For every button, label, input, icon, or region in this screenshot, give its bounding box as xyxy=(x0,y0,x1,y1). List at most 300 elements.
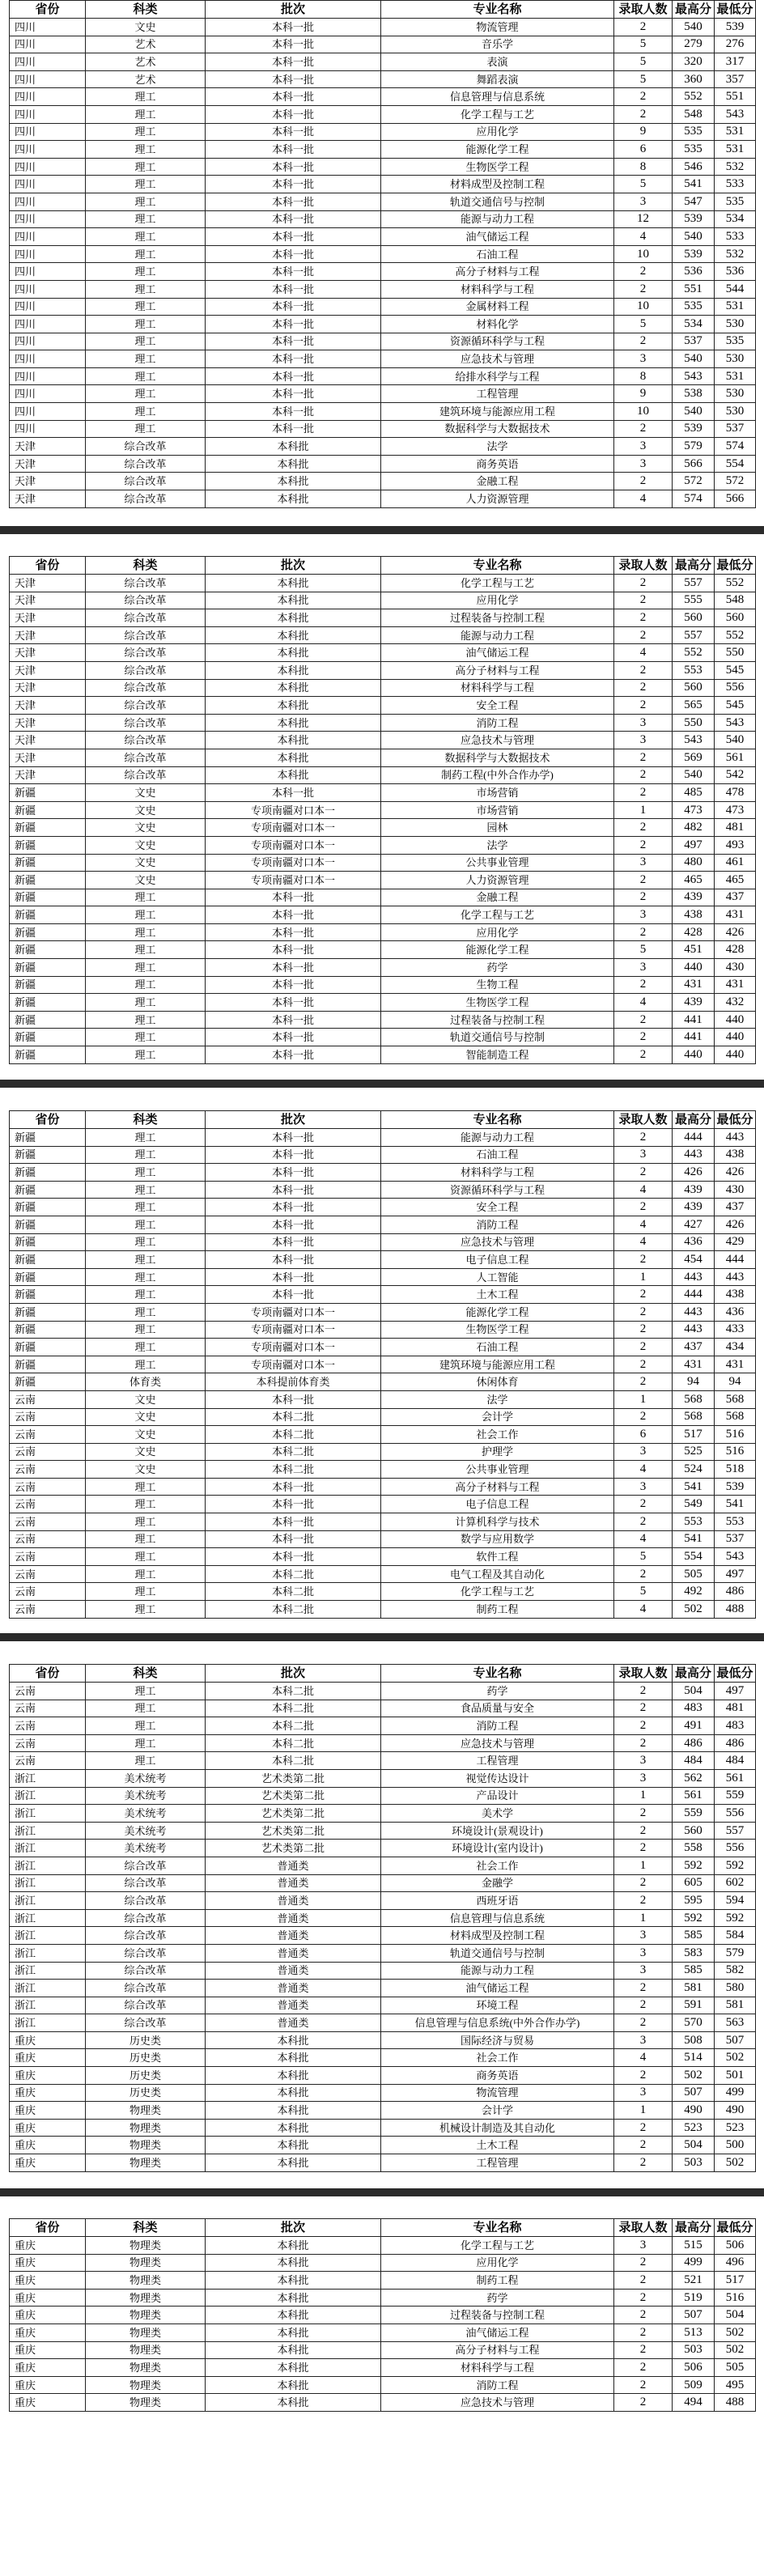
cell-category: 理工 xyxy=(86,420,206,438)
cell-batch: 本科一批 xyxy=(206,1011,381,1029)
cell-batch: 本科二批 xyxy=(206,1752,381,1770)
cell-major: 机械设计制造及其自动化 xyxy=(381,2119,614,2137)
cell-major: 资源循环科学与工程 xyxy=(381,1181,614,1199)
cell-category: 综合改革 xyxy=(86,473,206,490)
table-row xyxy=(10,2031,756,2049)
table-row xyxy=(10,592,756,609)
cell-min-score: 530 xyxy=(715,403,756,421)
cell-category: 理工 xyxy=(86,403,206,421)
cell-batch: 艺术类第二批 xyxy=(206,1822,381,1840)
cell-admitted-count: 2 xyxy=(614,2323,673,2341)
table-row xyxy=(10,455,756,473)
cell-province: 四川 xyxy=(10,176,86,193)
table-row xyxy=(10,2254,756,2272)
cell-province: 新疆 xyxy=(10,1373,86,1391)
table-row xyxy=(10,70,756,88)
cell-admitted-count: 1 xyxy=(614,1909,673,1927)
cell-batch: 普通类 xyxy=(206,1997,381,2014)
cell-major: 油气储运工程 xyxy=(381,1980,614,1997)
admission-score-table xyxy=(9,1110,756,1619)
cell-major: 材料成型及控制工程 xyxy=(381,176,614,193)
cell-max-score: 537 xyxy=(673,333,715,350)
cell-major: 过程装备与控制工程 xyxy=(381,1011,614,1029)
cell-major: 软件工程 xyxy=(381,1548,614,1566)
cell-admitted-count: 2 xyxy=(614,2307,673,2324)
table-row xyxy=(10,1980,756,1997)
cell-batch: 本科一批 xyxy=(206,941,381,959)
cell-max-score: 507 xyxy=(673,2307,715,2324)
cell-major: 法学 xyxy=(381,1390,614,1408)
cell-batch: 本科一批 xyxy=(206,923,381,941)
table-row xyxy=(10,1321,756,1339)
cell-batch: 本科一批 xyxy=(206,105,381,123)
cell-major: 石油工程 xyxy=(381,1146,614,1164)
cell-max-score: 503 xyxy=(673,2341,715,2359)
cell-min-score: 561 xyxy=(715,1769,756,1787)
table-row xyxy=(10,280,756,298)
table-row xyxy=(10,473,756,490)
cell-min-score: 497 xyxy=(715,1683,756,1700)
cell-major: 应急技术与管理 xyxy=(381,1734,614,1752)
cell-major: 环境设计(室内设计) xyxy=(381,1840,614,1857)
cell-category: 理工 xyxy=(86,959,206,977)
column-header-province: 省份 xyxy=(10,1665,86,1683)
cell-province: 天津 xyxy=(10,575,86,592)
cell-category: 物理类 xyxy=(86,2341,206,2359)
cell-category: 综合改革 xyxy=(86,1944,206,1962)
cell-batch: 本科一批 xyxy=(206,53,381,71)
column-header-category: 科类 xyxy=(86,1111,206,1129)
table-row xyxy=(10,1944,756,1962)
cell-major: 社会工作 xyxy=(381,1857,614,1874)
cell-category: 理工 xyxy=(86,1548,206,1566)
cell-min-score: 516 xyxy=(715,1443,756,1461)
cell-admitted-count: 2 xyxy=(614,766,673,784)
cell-max-score: 524 xyxy=(673,1461,715,1479)
cell-admitted-count: 4 xyxy=(614,1601,673,1619)
cell-admitted-count: 2 xyxy=(614,1565,673,1583)
cell-category: 文史 xyxy=(86,819,206,837)
column-header-min-score: 最低分 xyxy=(715,1,756,19)
cell-max-score: 560 xyxy=(673,1822,715,1840)
cell-min-score: 531 xyxy=(715,367,756,385)
table-row xyxy=(10,2084,756,2102)
cell-major: 物流管理 xyxy=(381,2084,614,2102)
cell-max-score: 440 xyxy=(673,959,715,977)
cell-max-score: 486 xyxy=(673,1734,715,1752)
cell-batch: 本科二批 xyxy=(206,1717,381,1735)
cell-province: 新疆 xyxy=(10,994,86,1012)
cell-max-score: 546 xyxy=(673,158,715,176)
cell-major: 应用化学 xyxy=(381,923,614,941)
cell-admitted-count: 4 xyxy=(614,1233,673,1251)
cell-province: 重庆 xyxy=(10,2394,86,2412)
cell-max-score: 490 xyxy=(673,2102,715,2120)
table-row xyxy=(10,906,756,924)
cell-province: 天津 xyxy=(10,714,86,732)
cell-max-score: 552 xyxy=(673,88,715,106)
cell-max-score: 595 xyxy=(673,1892,715,1910)
cell-min-score: 465 xyxy=(715,872,756,889)
cell-max-score: 515 xyxy=(673,2237,715,2255)
cell-min-score: 481 xyxy=(715,1700,756,1717)
cell-max-score: 566 xyxy=(673,455,715,473)
cell-min-score: 566 xyxy=(715,490,756,508)
cell-batch: 本科批 xyxy=(206,438,381,456)
cell-province: 新疆 xyxy=(10,801,86,819)
cell-min-score: 502 xyxy=(715,2154,756,2172)
cell-province: 浙江 xyxy=(10,1927,86,1945)
cell-major: 人工智能 xyxy=(381,1268,614,1286)
cell-admitted-count: 2 xyxy=(614,1840,673,1857)
cell-category: 理工 xyxy=(86,1303,206,1321)
cell-admitted-count: 2 xyxy=(614,1286,673,1304)
cell-batch: 本科一批 xyxy=(206,1530,381,1548)
cell-category: 理工 xyxy=(86,906,206,924)
cell-admitted-count: 2 xyxy=(614,105,673,123)
cell-min-score: 438 xyxy=(715,1286,756,1304)
cell-province: 四川 xyxy=(10,420,86,438)
cell-major: 能源与动力工程 xyxy=(381,1962,614,1980)
column-header-min-score: 最低分 xyxy=(715,2219,756,2237)
cell-major: 消防工程 xyxy=(381,1216,614,1233)
cell-category: 历史类 xyxy=(86,2049,206,2067)
table-row xyxy=(10,1787,756,1805)
cell-province: 新疆 xyxy=(10,1011,86,1029)
cell-admitted-count: 5 xyxy=(614,70,673,88)
cell-province: 重庆 xyxy=(10,2031,86,2049)
cell-category: 美术统考 xyxy=(86,1822,206,1840)
column-header-category: 科类 xyxy=(86,2219,206,2237)
cell-admitted-count: 5 xyxy=(614,1583,673,1601)
column-header-max-score: 最高分 xyxy=(673,1,715,19)
cell-min-score: 518 xyxy=(715,1461,756,1479)
cell-major: 法学 xyxy=(381,438,614,456)
table-row xyxy=(10,1734,756,1752)
table-row xyxy=(10,923,756,941)
cell-major: 智能制造工程 xyxy=(381,1046,614,1064)
cell-min-score: 443 xyxy=(715,1268,756,1286)
cell-province: 四川 xyxy=(10,36,86,53)
cell-province: 重庆 xyxy=(10,2049,86,2067)
cell-admitted-count: 2 xyxy=(614,333,673,350)
cell-batch: 本科一批 xyxy=(206,1548,381,1566)
cell-max-score: 535 xyxy=(673,123,715,141)
cell-admitted-count: 2 xyxy=(614,1339,673,1356)
cell-batch: 艺术类第二批 xyxy=(206,1840,381,1857)
cell-province: 四川 xyxy=(10,280,86,298)
cell-min-score: 431 xyxy=(715,976,756,994)
cell-province: 新疆 xyxy=(10,1321,86,1339)
cell-major: 工程管理 xyxy=(381,1752,614,1770)
cell-admitted-count: 4 xyxy=(614,228,673,246)
cell-admitted-count: 2 xyxy=(614,2394,673,2412)
cell-category: 文史 xyxy=(86,784,206,802)
cell-admitted-count: 3 xyxy=(614,1443,673,1461)
cell-province: 新疆 xyxy=(10,1181,86,1199)
cell-batch: 本科一批 xyxy=(206,906,381,924)
table-row xyxy=(10,316,756,333)
table-row xyxy=(10,2272,756,2290)
page-separator xyxy=(0,1080,764,1088)
cell-max-score: 568 xyxy=(673,1408,715,1426)
cell-max-score: 543 xyxy=(673,367,715,385)
cell-batch: 本科一批 xyxy=(206,193,381,210)
cell-max-score: 557 xyxy=(673,626,715,644)
cell-major: 药学 xyxy=(381,959,614,977)
cell-max-score: 483 xyxy=(673,1700,715,1717)
cell-min-score: 440 xyxy=(715,1029,756,1046)
cell-province: 重庆 xyxy=(10,2359,86,2377)
cell-major: 制药工程(中外合作办学) xyxy=(381,766,614,784)
cell-province: 四川 xyxy=(10,53,86,71)
cell-admitted-count: 2 xyxy=(614,679,673,697)
cell-category: 文史 xyxy=(86,872,206,889)
cell-max-score: 534 xyxy=(673,316,715,333)
table-row xyxy=(10,176,756,193)
column-header-max-score: 最高分 xyxy=(673,2219,715,2237)
cell-max-score: 585 xyxy=(673,1962,715,1980)
cell-major: 电气工程及其自动化 xyxy=(381,1565,614,1583)
cell-category: 理工 xyxy=(86,1146,206,1164)
cell-admitted-count: 2 xyxy=(614,1011,673,1029)
cell-min-score: 431 xyxy=(715,906,756,924)
cell-category: 理工 xyxy=(86,1356,206,1373)
cell-batch: 本科一批 xyxy=(206,403,381,421)
cell-province: 重庆 xyxy=(10,2323,86,2341)
cell-admitted-count: 2 xyxy=(614,2154,673,2172)
cell-province: 重庆 xyxy=(10,2137,86,2154)
cell-category: 文史 xyxy=(86,1408,206,1426)
cell-admitted-count: 3 xyxy=(614,1478,673,1496)
cell-major: 物流管理 xyxy=(381,19,614,36)
cell-province: 浙江 xyxy=(10,1997,86,2014)
table-row xyxy=(10,872,756,889)
cell-category: 理工 xyxy=(86,1700,206,1717)
cell-major: 信息管理与信息系统 xyxy=(381,88,614,106)
cell-min-score: 433 xyxy=(715,1321,756,1339)
cell-category: 综合改革 xyxy=(86,455,206,473)
cell-admitted-count: 2 xyxy=(614,1199,673,1216)
cell-min-score: 580 xyxy=(715,1980,756,1997)
cell-min-score: 532 xyxy=(715,245,756,263)
cell-category: 理工 xyxy=(86,923,206,941)
table-row xyxy=(10,1461,756,1479)
cell-batch: 本科一批 xyxy=(206,1496,381,1513)
cell-max-score: 440 xyxy=(673,1046,715,1064)
cell-province: 四川 xyxy=(10,316,86,333)
column-header-max-score: 最高分 xyxy=(673,557,715,575)
cell-admitted-count: 2 xyxy=(614,1029,673,1046)
cell-max-score: 605 xyxy=(673,1874,715,1892)
cell-category: 理工 xyxy=(86,1216,206,1233)
cell-category: 文史 xyxy=(86,1390,206,1408)
cell-category: 美术统考 xyxy=(86,1805,206,1823)
cell-major: 金融工程 xyxy=(381,473,614,490)
table-row xyxy=(10,1752,756,1770)
cell-admitted-count: 2 xyxy=(614,1683,673,1700)
cell-batch: 专项南疆对口本一 xyxy=(206,1339,381,1356)
column-header-batch: 批次 xyxy=(206,1,381,19)
cell-province: 云南 xyxy=(10,1683,86,1700)
table-row xyxy=(10,801,756,819)
cell-category: 理工 xyxy=(86,976,206,994)
cell-province: 四川 xyxy=(10,333,86,350)
cell-major: 工程管理 xyxy=(381,2154,614,2172)
cell-min-score: 430 xyxy=(715,959,756,977)
cell-category: 综合改革 xyxy=(86,1892,206,1910)
cell-category: 理工 xyxy=(86,105,206,123)
table-row xyxy=(10,367,756,385)
cell-admitted-count: 2 xyxy=(614,1805,673,1823)
column-header-min-score: 最低分 xyxy=(715,1665,756,1683)
cell-province: 新疆 xyxy=(10,819,86,837)
cell-category: 综合改革 xyxy=(86,1962,206,1980)
cell-category: 美术统考 xyxy=(86,1787,206,1805)
cell-min-score: 440 xyxy=(715,1046,756,1064)
cell-province: 新疆 xyxy=(10,872,86,889)
cell-max-score: 505 xyxy=(673,1565,715,1583)
cell-category: 艺术 xyxy=(86,36,206,53)
cell-admitted-count: 2 xyxy=(614,2014,673,2032)
table-row xyxy=(10,228,756,246)
cell-category: 理工 xyxy=(86,280,206,298)
cell-category: 理工 xyxy=(86,1268,206,1286)
cell-max-score: 525 xyxy=(673,1443,715,1461)
cell-min-score: 535 xyxy=(715,193,756,210)
table-row xyxy=(10,1408,756,1426)
cell-province: 新疆 xyxy=(10,1286,86,1304)
cell-major: 材料化学 xyxy=(381,316,614,333)
cell-batch: 本科批 xyxy=(206,473,381,490)
cell-major: 给排水科学与工程 xyxy=(381,367,614,385)
table-row xyxy=(10,1233,756,1251)
table-page-3 xyxy=(0,1110,764,1619)
cell-batch: 本科一批 xyxy=(206,1199,381,1216)
cell-max-score: 497 xyxy=(673,836,715,854)
cell-batch: 本科批 xyxy=(206,455,381,473)
cell-major: 材料科学与工程 xyxy=(381,2359,614,2377)
cell-min-score: 545 xyxy=(715,697,756,715)
cell-batch: 本科批 xyxy=(206,2049,381,2067)
cell-admitted-count: 2 xyxy=(614,575,673,592)
cell-major: 国际经济与贸易 xyxy=(381,2031,614,2049)
cell-max-score: 320 xyxy=(673,53,715,71)
cell-max-score: 581 xyxy=(673,1980,715,1997)
cell-major: 制药工程 xyxy=(381,2272,614,2290)
cell-major: 消防工程 xyxy=(381,1717,614,1735)
cell-batch: 本科批 xyxy=(206,714,381,732)
cell-province: 四川 xyxy=(10,123,86,141)
cell-category: 理工 xyxy=(86,385,206,403)
table-row xyxy=(10,1909,756,1927)
cell-major: 表演 xyxy=(381,53,614,71)
cell-category: 物理类 xyxy=(86,2254,206,2272)
cell-admitted-count: 2 xyxy=(614,836,673,854)
cell-admitted-count: 2 xyxy=(614,1303,673,1321)
cell-min-score: 530 xyxy=(715,316,756,333)
cell-batch: 本科一批 xyxy=(206,1046,381,1064)
cell-admitted-count: 3 xyxy=(614,906,673,924)
cell-min-score: 426 xyxy=(715,923,756,941)
cell-max-score: 502 xyxy=(673,1601,715,1619)
cell-admitted-count: 3 xyxy=(614,1752,673,1770)
cell-admitted-count: 2 xyxy=(614,2376,673,2394)
table-row xyxy=(10,1683,756,1700)
cell-min-score: 426 xyxy=(715,1164,756,1182)
cell-max-score: 539 xyxy=(673,210,715,228)
cell-major: 安全工程 xyxy=(381,697,614,715)
cell-min-score: 507 xyxy=(715,2031,756,2049)
cell-province: 新疆 xyxy=(10,1199,86,1216)
cell-major: 数学与应用数学 xyxy=(381,1530,614,1548)
cell-province: 天津 xyxy=(10,644,86,662)
cell-province: 新疆 xyxy=(10,854,86,872)
cell-max-score: 509 xyxy=(673,2376,715,2394)
cell-category: 理工 xyxy=(86,367,206,385)
cell-province: 重庆 xyxy=(10,2341,86,2359)
cell-max-score: 451 xyxy=(673,941,715,959)
cell-province: 天津 xyxy=(10,592,86,609)
cell-admitted-count: 3 xyxy=(614,193,673,210)
cell-batch: 本科一批 xyxy=(206,1164,381,1182)
cell-batch: 普通类 xyxy=(206,1927,381,1945)
cell-max-score: 562 xyxy=(673,1769,715,1787)
cell-admitted-count: 3 xyxy=(614,1962,673,1980)
cell-max-score: 557 xyxy=(673,575,715,592)
cell-admitted-count: 2 xyxy=(614,1496,673,1513)
cell-major: 应急技术与管理 xyxy=(381,350,614,368)
cell-province: 新疆 xyxy=(10,923,86,941)
table-row xyxy=(10,2067,756,2085)
cell-province: 云南 xyxy=(10,1478,86,1496)
cell-batch: 本科批 xyxy=(206,2102,381,2120)
cell-max-score: 465 xyxy=(673,872,715,889)
admission-score-table xyxy=(9,0,756,508)
cell-category: 理工 xyxy=(86,1321,206,1339)
cell-min-score: 502 xyxy=(715,2341,756,2359)
table-row xyxy=(10,2102,756,2120)
table-row xyxy=(10,959,756,977)
cell-province: 新疆 xyxy=(10,784,86,802)
cell-major: 石油工程 xyxy=(381,245,614,263)
cell-admitted-count: 2 xyxy=(614,88,673,106)
cell-major: 产品设计 xyxy=(381,1787,614,1805)
table-row xyxy=(10,1840,756,1857)
cell-max-score: 441 xyxy=(673,1029,715,1046)
cell-admitted-count: 2 xyxy=(614,872,673,889)
cell-category: 理工 xyxy=(86,176,206,193)
cell-min-score: 276 xyxy=(715,36,756,53)
cell-admitted-count: 3 xyxy=(614,714,673,732)
cell-batch: 本科一批 xyxy=(206,1513,381,1531)
table-row xyxy=(10,53,756,71)
cell-major: 金融学 xyxy=(381,1874,614,1892)
cell-province: 四川 xyxy=(10,385,86,403)
cell-province: 云南 xyxy=(10,1734,86,1752)
cell-batch: 本科批 xyxy=(206,2031,381,2049)
cell-province: 重庆 xyxy=(10,2237,86,2255)
table-row xyxy=(10,2289,756,2307)
cell-major: 安全工程 xyxy=(381,1199,614,1216)
cell-province: 天津 xyxy=(10,749,86,766)
cell-province: 新疆 xyxy=(10,1046,86,1064)
cell-admitted-count: 2 xyxy=(614,1980,673,1997)
cell-major: 工程管理 xyxy=(381,385,614,403)
cell-admitted-count: 4 xyxy=(614,1461,673,1479)
cell-max-score: 514 xyxy=(673,2049,715,2067)
cell-batch: 本科批 xyxy=(206,644,381,662)
